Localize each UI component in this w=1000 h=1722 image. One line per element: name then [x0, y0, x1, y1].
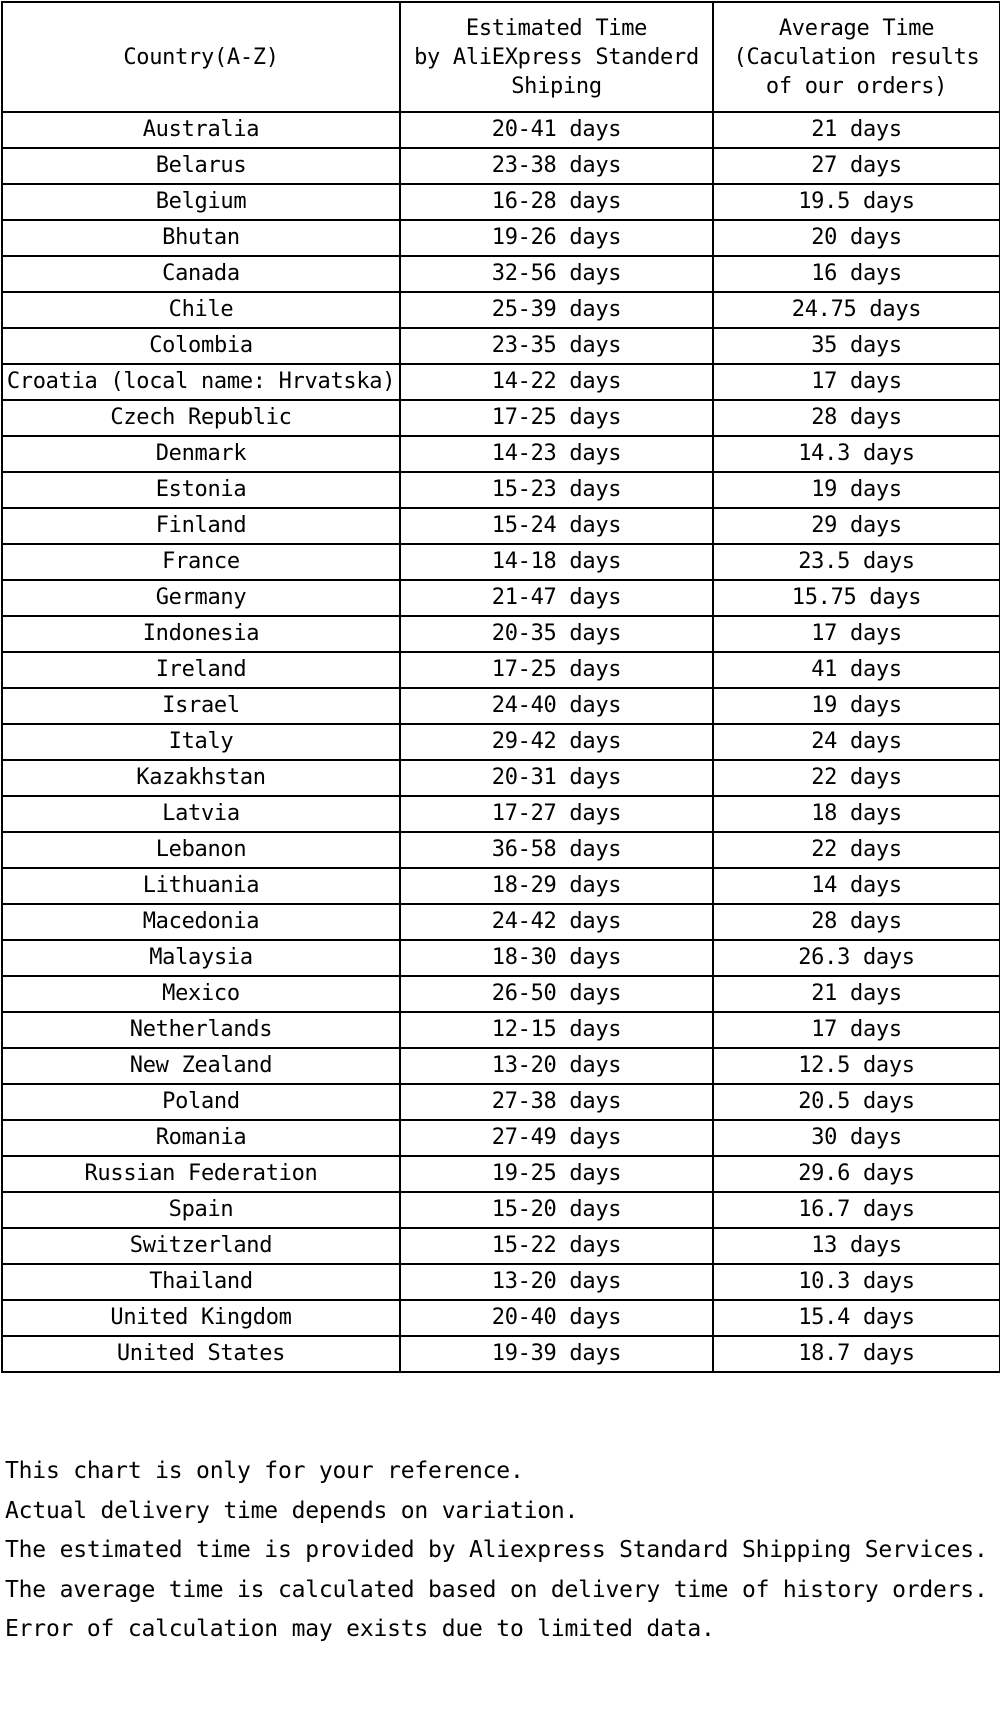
estimated-time-cell: 19-25 days — [400, 1156, 713, 1192]
country-cell: Kazakhstan — [2, 760, 400, 796]
estimated-time-column-header — [400, 2, 713, 112]
average-time-cell: 17 days — [713, 616, 1000, 652]
table-row — [2, 1336, 1000, 1372]
country-cell: Romania — [2, 1120, 400, 1156]
table-row — [2, 580, 1000, 616]
country-header-line: Country(A-Z) — [123, 44, 279, 70]
note-variation: Actual delivery time depends on variation. — [5, 1497, 579, 1524]
country-cell: Macedonia — [2, 904, 400, 940]
estimated-time-cell: 24-42 days — [400, 904, 713, 940]
estimated-time-cell: 36-58 days — [400, 832, 713, 868]
average-time-cell: 19 days — [713, 688, 1000, 724]
estimated-time-cell: 19-26 days — [400, 220, 713, 256]
estimated-time-cell: 23-35 days — [400, 328, 713, 364]
estimated-time-cell: 26-50 days — [400, 976, 713, 1012]
estimated-time-cell: 27-38 days — [400, 1084, 713, 1120]
table-row — [2, 1120, 1000, 1156]
estimated-time-cell: 17-25 days — [400, 652, 713, 688]
table-row — [2, 760, 1000, 796]
estimated-time-cell: 13-20 days — [400, 1264, 713, 1300]
country-cell: United Kingdom — [2, 1300, 400, 1336]
estimated-time-cell: 18-29 days — [400, 868, 713, 904]
estimated-time-cell: 23-38 days — [400, 148, 713, 184]
estimated-time-cell: 29-42 days — [400, 724, 713, 760]
table-row — [2, 1012, 1000, 1048]
country-cell: Israel — [2, 688, 400, 724]
country-cell: Denmark — [2, 436, 400, 472]
estimated-header-line-1: Estimated Time — [465, 15, 648, 41]
country-cell: Thailand — [2, 1264, 400, 1300]
country-cell: Russian Federation — [2, 1156, 400, 1192]
average-time-cell: 24.75 days — [713, 292, 1000, 328]
average-header-line-1: Average Time — [778, 15, 935, 41]
country-cell: Finland — [2, 508, 400, 544]
country-cell: Lebanon — [2, 832, 400, 868]
table-row — [2, 832, 1000, 868]
average-time-cell: 23.5 days — [713, 544, 1000, 580]
average-time-cell: 18 days — [713, 796, 1000, 832]
estimated-time-cell: 17-27 days — [400, 796, 713, 832]
average-time-cell: 41 days — [713, 652, 1000, 688]
country-cell: Czech Republic — [2, 400, 400, 436]
estimated-header-line-3: Shiping — [511, 73, 602, 99]
average-time-cell: 27 days — [713, 148, 1000, 184]
country-cell: Spain — [2, 1192, 400, 1228]
average-time-cell: 21 days — [713, 976, 1000, 1012]
estimated-time-cell: 12-15 days — [400, 1012, 713, 1048]
estimated-time-cell: 17-25 days — [400, 400, 713, 436]
average-time-cell: 17 days — [713, 1012, 1000, 1048]
average-time-cell: 24 days — [713, 724, 1000, 760]
country-cell: Australia — [2, 112, 400, 148]
estimated-time-cell: 20-40 days — [400, 1300, 713, 1336]
estimated-time-cell: 13-20 days — [400, 1048, 713, 1084]
estimated-time-cell: 15-20 days — [400, 1192, 713, 1228]
country-cell: Estonia — [2, 472, 400, 508]
estimated-time-cell: 15-24 days — [400, 508, 713, 544]
country-cell: France — [2, 544, 400, 580]
estimated-time-cell: 20-31 days — [400, 760, 713, 796]
country-cell: Italy — [2, 724, 400, 760]
average-time-cell: 15.4 days — [713, 1300, 1000, 1336]
estimated-time-cell: 24-40 days — [400, 688, 713, 724]
average-time-cell: 15.75 days — [713, 580, 1000, 616]
country-cell: Croatia (local name: Hrvatska) — [2, 364, 400, 400]
country-cell: Ireland — [2, 652, 400, 688]
average-header-line-2: (Caculation results — [733, 44, 980, 70]
average-time-cell: 10.3 days — [713, 1264, 1000, 1300]
country-column-header — [2, 2, 400, 112]
country-cell: Bhutan — [2, 220, 400, 256]
average-time-cell: 29 days — [713, 508, 1000, 544]
average-time-cell: 12.5 days — [713, 1048, 1000, 1084]
average-time-cell: 28 days — [713, 400, 1000, 436]
country-cell: Latvia — [2, 796, 400, 832]
country-cell: New Zealand — [2, 1048, 400, 1084]
country-cell: Switzerland — [2, 1228, 400, 1264]
table-row — [2, 1228, 1000, 1264]
estimated-time-cell: 20-35 days — [400, 616, 713, 652]
note-estimated-source: The estimated time is provided by Aliexpress Standard Shipping Services. — [5, 1537, 988, 1563]
table-row — [2, 472, 1000, 508]
average-time-cell: 20.5 days — [713, 1084, 1000, 1120]
shipping-time-table — [1, 1, 1000, 1373]
note-reference: This chart is only for your reference. — [5, 1458, 524, 1484]
table-row — [2, 220, 1000, 256]
estimated-time-cell: 14-23 days — [400, 436, 713, 472]
table-row — [2, 1156, 1000, 1192]
country-cell: Malaysia — [2, 940, 400, 976]
average-time-cell: 16 days — [713, 256, 1000, 292]
country-cell: Belarus — [2, 148, 400, 184]
average-time-cell: 14 days — [713, 868, 1000, 904]
notes-section — [5, 1452, 995, 1650]
estimated-time-cell: 32-56 days — [400, 256, 713, 292]
average-time-cell: 13 days — [713, 1228, 1000, 1264]
table-row — [2, 112, 1000, 148]
table-row — [2, 940, 1000, 976]
country-cell: Netherlands — [2, 1012, 400, 1048]
table-row — [2, 688, 1000, 724]
average-time-cell: 17 days — [713, 364, 1000, 400]
table-row — [2, 364, 1000, 400]
average-time-column-header — [713, 2, 1000, 112]
table-row — [2, 544, 1000, 580]
header-row — [2, 2, 1000, 112]
estimated-time-cell: 20-41 days — [400, 112, 713, 148]
country-cell: Mexico — [2, 976, 400, 1012]
average-time-cell: 22 days — [713, 760, 1000, 796]
table-row — [2, 508, 1000, 544]
average-time-cell: 35 days — [713, 328, 1000, 364]
average-time-cell: 16.7 days — [713, 1192, 1000, 1228]
table-row — [2, 1264, 1000, 1300]
table-row — [2, 1192, 1000, 1228]
average-time-cell: 19.5 days — [713, 184, 1000, 220]
table-row — [2, 436, 1000, 472]
table-row — [2, 292, 1000, 328]
country-cell: Canada — [2, 256, 400, 292]
table-row — [2, 652, 1000, 688]
country-cell: Chile — [2, 292, 400, 328]
estimated-header-line-2: by AliEXpress Standerd — [414, 44, 699, 70]
table-row — [2, 328, 1000, 364]
table-row — [2, 400, 1000, 436]
estimated-time-cell: 15-22 days — [400, 1228, 713, 1264]
table-row — [2, 1084, 1000, 1120]
average-time-cell: 26.3 days — [713, 940, 1000, 976]
table-row — [2, 724, 1000, 760]
estimated-time-cell: 15-23 days — [400, 472, 713, 508]
estimated-time-cell: 21-47 days — [400, 580, 713, 616]
country-cell: Colombia — [2, 328, 400, 364]
table-row — [2, 616, 1000, 652]
estimated-time-cell: 19-39 days — [400, 1336, 713, 1372]
estimated-time-cell: 14-18 days — [400, 544, 713, 580]
country-cell: Poland — [2, 1084, 400, 1120]
average-time-cell: 22 days — [713, 832, 1000, 868]
table-row — [2, 1048, 1000, 1084]
country-cell: Belgium — [2, 184, 400, 220]
average-time-cell: 18.7 days — [713, 1336, 1000, 1372]
country-cell: Germany — [2, 580, 400, 616]
country-cell: Lithuania — [2, 868, 400, 904]
average-time-cell: 19 days — [713, 472, 1000, 508]
average-time-cell: 28 days — [713, 904, 1000, 940]
estimated-time-cell: 14-22 days — [400, 364, 713, 400]
table-row — [2, 148, 1000, 184]
table-row — [2, 184, 1000, 220]
note-calculation-error: Error of calculation may exists due to limited data. — [5, 1616, 715, 1642]
average-time-cell: 30 days — [713, 1120, 1000, 1156]
table-row — [2, 256, 1000, 292]
average-time-cell: 21 days — [713, 112, 1000, 148]
country-cell: Indonesia — [2, 616, 400, 652]
estimated-time-cell: 18-30 days — [400, 940, 713, 976]
note-average-calculation: The average time is calculated based on delivery time of history orders. — [5, 1576, 988, 1603]
table-row — [2, 976, 1000, 1012]
country-cell: United States — [2, 1336, 400, 1372]
average-time-cell: 29.6 days — [713, 1156, 1000, 1192]
average-time-cell: 14.3 days — [713, 436, 1000, 472]
table-row — [2, 904, 1000, 940]
estimated-time-cell: 25-39 days — [400, 292, 713, 328]
table-row — [2, 1300, 1000, 1336]
estimated-time-cell: 27-49 days — [400, 1120, 713, 1156]
average-time-cell: 20 days — [713, 220, 1000, 256]
table-row — [2, 796, 1000, 832]
table-row — [2, 868, 1000, 904]
average-header-line-3: of our orders) — [765, 73, 948, 99]
estimated-time-cell: 16-28 days — [400, 184, 713, 220]
